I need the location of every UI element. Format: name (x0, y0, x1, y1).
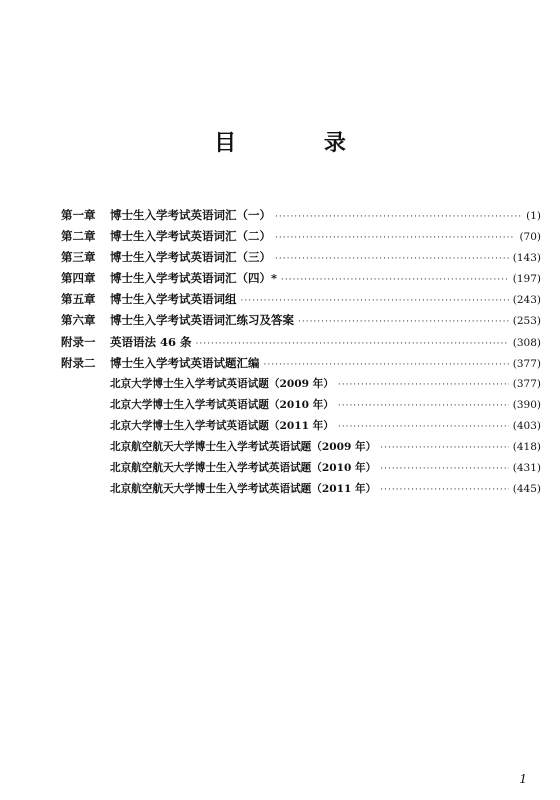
toc-entry-chapter-5[interactable] (61, 289, 541, 310)
dot-leader (380, 459, 509, 480)
toc-sub-entry-title: 北京航空航天大学博士生入学考试英语试题（2009 年） (110, 441, 377, 454)
toc-entry-label: 第二章 (61, 229, 96, 244)
dot-leader (298, 312, 509, 333)
toc-entry-title: 博士生入学考试英语词汇（四）* (110, 271, 278, 286)
toc-entry-label: 第三章 (61, 250, 96, 265)
dot-leader (275, 207, 522, 228)
dot-leader (380, 438, 509, 459)
toc-entry-title: 博士生入学考试英语词组 (110, 292, 237, 307)
toc-entry-title: 博士生入学考试英语试题汇编 (110, 355, 260, 370)
toc-sub-entry-page: (403) (512, 419, 541, 432)
table-of-contents (61, 205, 541, 500)
dot-leader (338, 375, 509, 396)
toc-sub-entry[interactable] (61, 437, 541, 458)
toc-sub-entry-title: 北京大学博士生入学考试英语试题（2010 年） (110, 398, 334, 411)
toc-entry-label: 第一章 (61, 208, 96, 222)
toc-entry-page: (70) (519, 231, 541, 244)
dot-leader (241, 291, 509, 312)
dot-leader (196, 334, 509, 355)
toc-sub-entry-title: 北京大学博士生入学考试英语试题（2011 年） (110, 419, 334, 432)
page-title: 目 录 (214, 131, 386, 156)
toc-sub-entry-page: (390) (512, 398, 541, 411)
toc-entry-chapter-2[interactable] (61, 226, 541, 247)
dot-leader (380, 480, 509, 501)
toc-entry-title: 英语语法 46 条 (110, 334, 192, 349)
toc-entry-chapter-4[interactable] (61, 268, 541, 289)
toc-entry-label: 附录一 (61, 334, 96, 349)
toc-entry-page: (377) (512, 357, 541, 370)
toc-entry-title: 博士生入学考试英语词汇（三） (110, 250, 271, 265)
toc-entry-label: 第五章 (61, 292, 96, 307)
toc-sub-entry[interactable] (61, 416, 541, 437)
dot-leader (275, 249, 509, 270)
toc-entry-appendix-1[interactable] (61, 332, 541, 353)
toc-entry-title: 博士生入学考试英语词汇练习及答案 (110, 313, 294, 328)
toc-sub-entry-title: 北京大学博士生入学考试英语试题（2009 年） (110, 377, 334, 390)
toc-entry-label: 第六章 (61, 313, 96, 328)
toc-entry-title: 博士生入学考试英语词汇（二） (110, 229, 271, 244)
dot-leader (264, 355, 509, 376)
toc-entry-page: (308) (512, 336, 541, 349)
toc-entry-appendix-2[interactable] (61, 353, 541, 374)
dot-leader (281, 270, 509, 291)
toc-entry-page: (197) (512, 273, 541, 286)
toc-sub-entry[interactable] (61, 395, 541, 416)
toc-entry-chapter-6[interactable] (61, 310, 541, 331)
toc-sub-entry-title: 北京航空航天大学博士生入学考试英语试题（2011 年） (110, 483, 377, 496)
toc-entry-page: (1) (526, 210, 541, 222)
toc-sub-entry-page: (377) (512, 377, 541, 390)
toc-entry-title: 博士生入学考试英语词汇（一） (110, 208, 271, 222)
toc-entry-label: 附录二 (61, 355, 96, 370)
dot-leader (338, 396, 509, 417)
page-number: 1 (519, 772, 527, 786)
toc-sub-entry[interactable] (61, 479, 541, 500)
toc-entry-page: (253) (512, 315, 541, 328)
toc-sub-entry[interactable] (61, 374, 541, 395)
toc-entry-page: (143) (512, 252, 541, 265)
toc-sub-entry-page: (431) (512, 462, 541, 475)
toc-sub-entry-page: (418) (512, 441, 541, 454)
toc-sub-entry-title: 北京航空航天大学博士生入学考试英语试题（2010 年） (110, 462, 377, 475)
dot-leader (338, 417, 509, 438)
toc-entry-label: 第四章 (61, 271, 96, 286)
toc-sub-entry-page: (445) (512, 483, 541, 496)
dot-leader (275, 228, 515, 249)
toc-sub-entry[interactable] (61, 458, 541, 479)
toc-entry-chapter-3[interactable] (61, 247, 541, 268)
toc-entry-chapter-1[interactable] (61, 205, 541, 226)
toc-entry-page: (243) (512, 294, 541, 307)
